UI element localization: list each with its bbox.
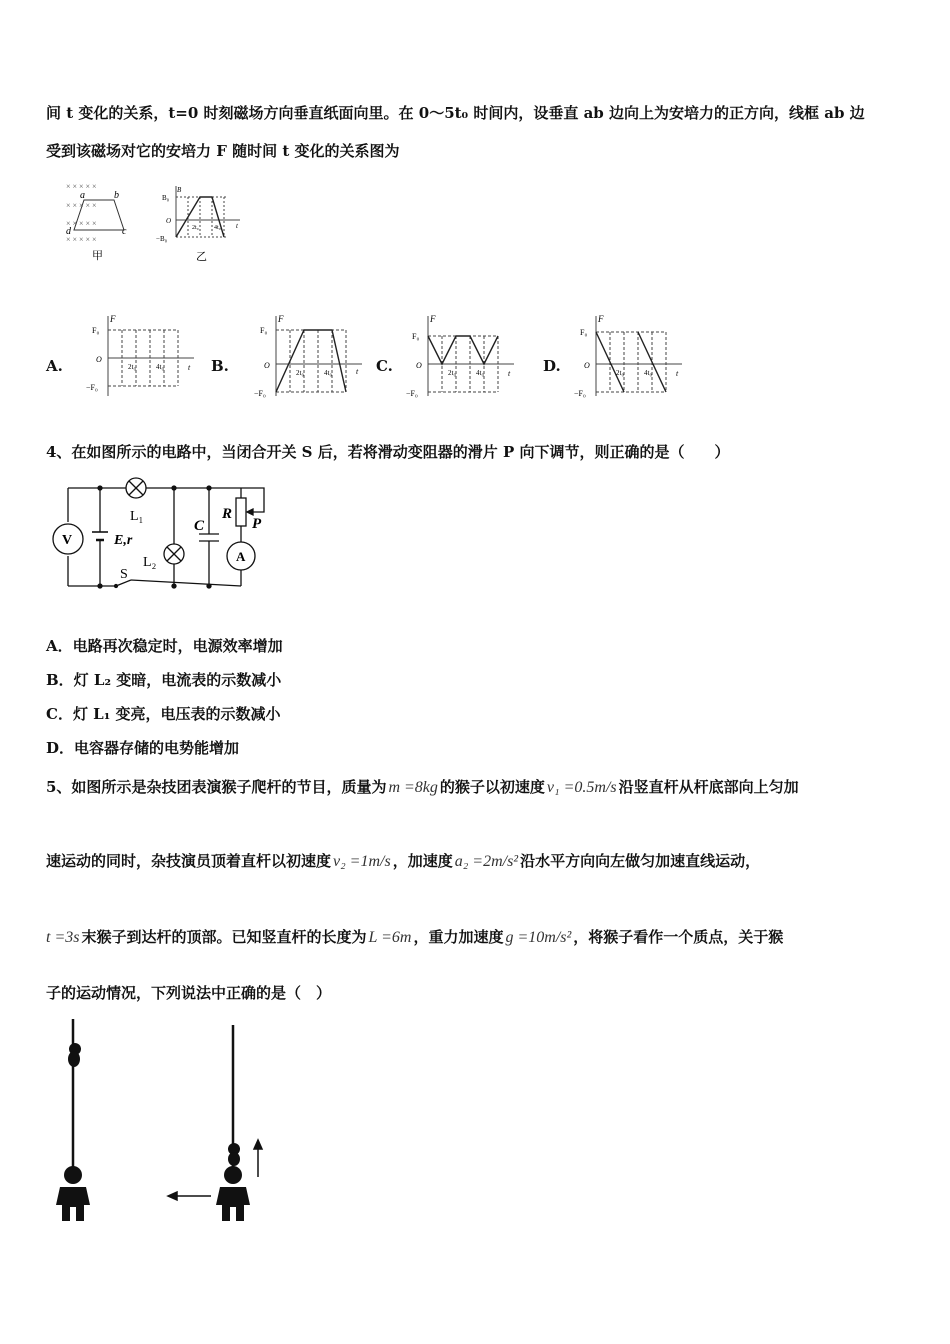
yi-b0: B₀ [162,194,170,202]
b-2t0: 2t₀ [296,369,304,377]
q4-option-a[interactable]: A．电路再次稳定时，电源效率增加 [46,637,283,655]
q3-option-c-graph[interactable] [402,312,520,400]
q5-l-expr: L =6m [368,929,412,946]
a-2t0: 2t₀ [128,363,136,371]
right-performer [216,1025,250,1221]
a-axis-t: t [188,363,191,372]
label-a: A [236,549,246,564]
q5-text-3c: ，将猴子看作一个质点，关于猴 [573,928,784,946]
yi-2t0: 2t₀ [192,225,199,231]
q5-v1-expr: v₁ =0.5m/s [546,779,617,796]
q3-option-b-label[interactable]: B. [211,357,229,375]
b-f0: F₀ [260,326,268,335]
d-4t0: 4t₀ [644,369,652,377]
label-c: c [122,226,127,237]
q5-text-1a: 5、如图所示是杂技团表演猴子爬杆的节目，质量为 [46,778,387,796]
q5-text-2c: 沿水平方向向左做匀加速直线运动， [520,852,761,870]
svg-text:× × × × ×: × × × × × [66,235,97,244]
b-origin: O [264,361,270,370]
q3-option-c-label[interactable]: C. [376,357,393,375]
q5-g-expr: g =10m/s² [505,929,572,946]
q5-line3 [46,926,783,947]
label-a: a [80,190,85,201]
label-er: E,r [114,533,133,548]
label-v: V [62,533,73,548]
q4-circuit-diagram [46,474,286,594]
a-origin: O [96,355,102,364]
c-origin: O [416,361,422,370]
q4-stem: 4、在如图所示的电路中，当闭合开关 S 后，若将滑动变阻器的滑片 P 向下调节，则正确的是（ ） [46,443,730,461]
q3-option-a-label[interactable]: A. [46,357,63,375]
left-performer [56,1019,90,1221]
q5-t-expr: t =3s [46,929,80,946]
svg-text:× × × × ×: × × × × × [66,182,97,191]
q5-line4: 子的运动情况，下列说法中正确的是（ ） [46,984,332,1002]
d-axis-f: F [598,314,604,324]
q4-option-b[interactable]: B．灯 L₂ 变暗，电流表的示数减小 [46,671,282,689]
label-d: d [66,226,71,237]
a-neg-f0: −F₀ [86,383,98,392]
yi-4t0: 4t₀ [214,225,221,231]
q4-option-d[interactable]: D．电容器存储的电势能增加 [46,739,240,757]
a-4t0: 4t₀ [156,363,164,371]
label-l1: L₁ [130,509,144,524]
a-f0: F₀ [92,326,100,335]
b-4t0: 4t₀ [324,369,332,377]
q3-option-d-graph[interactable] [570,312,688,400]
q3-option-d-label[interactable]: D. [543,357,561,375]
figure-yi [152,183,247,263]
q3-stem-line1: 间 t 变化的关系，t=0 时刻磁场方向垂直纸面向里。在 0～5t₀ 时间内，设垂直 ab 边向上为安培力的正方向，线框 ab 边 [46,104,865,122]
c-f0: F₀ [412,332,420,341]
yi-axis-b: B [177,186,182,194]
d-neg-f0: −F₀ [574,389,586,398]
q5-text-2a: 速运动的同时，杂技演员顶着直杆以初速度 [46,852,332,870]
q3-option-b-graph[interactable] [250,312,368,400]
q5-text-1b: 的猴子以初速度 [439,778,545,796]
b-axis-t: t [356,367,359,376]
q5-line2 [46,850,760,871]
d-f0: F₀ [580,328,588,337]
q5-text-1c: 沿竖直杆从杆底部向上匀加 [618,778,799,796]
a-axis-f: F [110,314,116,324]
q4-option-c[interactable]: C．灯 L₁ 变亮，电压表的示数减小 [46,705,281,723]
q3-option-a-graph[interactable] [82,312,200,400]
label-b: b [114,190,119,201]
yi-neg-b0: −B₀ [156,235,168,243]
c-2t0: 2t₀ [448,369,456,377]
d-origin: O [584,361,590,370]
label-l2: L₂ [143,555,157,570]
label-p: P [252,516,262,532]
q5-v2-expr: v₂ =1m/s [333,853,391,870]
d-2t0: 2t₀ [616,369,624,377]
c-4t0: 4t₀ [476,369,484,377]
b-axis-f: F [278,314,284,324]
label-s: S [120,567,128,582]
yi-axis-t: t [236,222,238,230]
figure-jia [62,180,137,262]
label-c: C [194,518,205,534]
d-axis-t: t [676,369,679,378]
c-axis-f: F [430,314,436,324]
q5-line1 [46,776,799,797]
b-neg-f0: −F₀ [254,389,266,398]
caption-jia: 甲 [92,250,103,262]
c-neg-f0: −F₀ [406,389,418,398]
q5-text-3b: ，重力加速度 [413,928,504,946]
q5-m-expr: m =8kg [388,779,438,796]
yi-origin: O [166,217,172,225]
q5-text-2b: ，加速度 [392,852,453,870]
c-axis-t: t [508,369,511,378]
svg-text:× × × × ×: × × × × × [66,201,97,210]
rheostat [236,498,246,526]
q3-stem-line2: 受到该磁场对它的安培力 F 随时间 t 变化的关系图为 [46,142,400,160]
q5-monkey-pole-figure [46,1015,286,1225]
caption-yi: 乙 [196,251,207,263]
q5-text-3a: 末猴子到达杆的顶部。已知竖直杆的长度为 [81,928,367,946]
label-r: R [222,506,233,522]
svg-text:× × × × ×: × × × × × [66,219,97,228]
q5-a2-expr: a₂ =2m/s² [454,853,519,870]
